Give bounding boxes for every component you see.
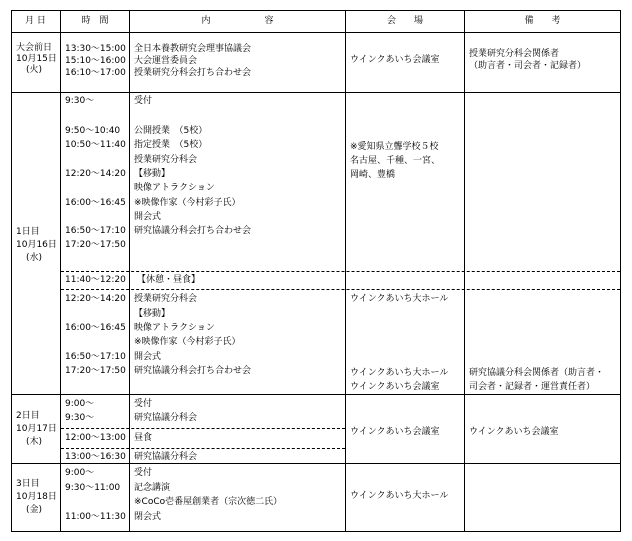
header-month-day: 月 日 [25,16,46,26]
day1-pm-content: ※映像作家（今村彩子氏） [134,337,241,347]
day1-pm-content: 授業研究分科会 [134,294,198,304]
table-border-bottom [11,531,621,532]
row-divider [11,92,621,93]
day1-content: 映像アトラクション [134,183,215,193]
header-content: 内 容 [201,16,274,26]
day1-pm-remarks: 研究協議分科会関係者（助言者・ 司会者・記録者・運営責任者） [469,368,605,392]
table-border-left [11,10,12,532]
row-divider [11,394,621,395]
day2-content: 研究協議分科会 [134,413,198,423]
day3-time: 9:30～11:00 [65,483,121,493]
day2-date: 2日目 10月17日 (木) [16,411,57,447]
day2-content: 受付 [134,399,153,409]
day3-venue: ウインクあいち大ホール [350,491,449,501]
day2-venue: ウインクあいち会議室 [350,427,440,437]
day1-pm-time: 16:50～17:10 [65,352,126,362]
day0-times: 13:30～15:00 15:10～16:00 16:10～17:00 [65,44,126,78]
day1-content: ※映像作家（今村彩子氏） [134,198,241,208]
day2-content: 昼食 [134,433,153,443]
day2-time: 9:00～ [65,399,95,409]
day1-time-reception: 9:30～ [65,96,95,106]
day1-venue-schools: ※愛知県立聾学校５校 名古屋、千種、一宮、 岡崎、豊橋 [350,142,441,180]
day3-content: 閉会式 [134,512,162,522]
day1-pm-content: 研究協議分科会打ち合わせ会 [134,366,252,376]
day3-time: 9:00～ [65,468,95,478]
day2-time: 9:30～ [65,413,95,423]
day3-date: 3日目 10月18日 (金) [16,479,57,515]
day1-pm-content: 開会式 [134,352,162,362]
day0-contents: 全日本養教研究会理事協議会 大会運営委員会 授業研究分科会打ち合わせ会 [134,44,252,78]
day1-lunch-content: 【休憩・昼食】 [137,275,201,285]
day1-date: 1日目 10月16日 (水) [16,227,57,263]
day0-venue: ウインクあいち会議室 [350,55,440,65]
day1-pm-venue-meeting: ウインクあいち大ホール ウインクあいち会議室 [350,368,449,392]
day1-lunch-time: 11:40～12:20 [65,275,126,285]
table-border-right [620,10,621,532]
day2-remarks: ウインクあいち会議室 [469,427,559,437]
header-venue: 会 場 [386,16,423,26]
day1-content: 授業研究分科会 [134,155,198,165]
day1-content: 公開授業 （5校） [134,126,208,136]
day1-pm-venue-hall: ウインクあいち大ホール [350,294,449,304]
table-border-top [11,10,621,11]
day3-content: 受付 [134,468,153,478]
day1-pm-time: 17:20～17:50 [65,366,126,376]
day2-content: 研究協議分科会 [134,452,198,462]
day2-divider [61,448,345,449]
day1-pm-time: 16:00～16:45 [65,323,126,333]
day3-time: 11:00～11:30 [65,512,126,522]
header-remarks: 備 考 [524,16,561,26]
lunch-divider-top [61,271,620,272]
day3-content: ※CoCo壱番屋創業者（宗次徳二氏） [134,497,283,507]
day1-time: 17:20～17:50 [65,240,126,250]
lunch-divider-bottom [61,289,620,290]
day1-content: 指定授業 （5校） [134,140,208,150]
day1-content: 開会式 [134,212,162,222]
day1-time: 12:20～14:20 [65,169,126,179]
day0-remarks: 授業研究分科会関係者 （助言者・司会者・記録者） [469,49,587,71]
day1-content: 受付 [134,96,153,106]
header-time: 時 間 [81,16,109,26]
day3-content: 記念講演 [134,483,171,493]
day1-time: 16:00～16:45 [65,198,126,208]
day1-time: 10:50～11:40 [65,140,126,150]
day0-date: 大会前日 10月15日 (火) [16,43,57,75]
day1-time: 9:50～10:40 [65,126,121,136]
day1-pm-content: 【移動】 [134,309,171,319]
day2-time: 13:00～16:30 [65,452,126,462]
day2-divider [61,428,345,429]
day1-pm-time: 12:20～14:20 [65,294,126,304]
day1-pm-content: 映像アトラクション [134,323,215,333]
header-divider [11,32,621,33]
day2-time: 12:00～13:00 [65,433,126,443]
day1-time: 16:50～17:10 [65,226,126,236]
day1-content: 研究協議分科会打ち合わせ会 [134,226,252,236]
day1-content: 【移動】 [134,169,171,179]
row-divider [11,463,621,464]
